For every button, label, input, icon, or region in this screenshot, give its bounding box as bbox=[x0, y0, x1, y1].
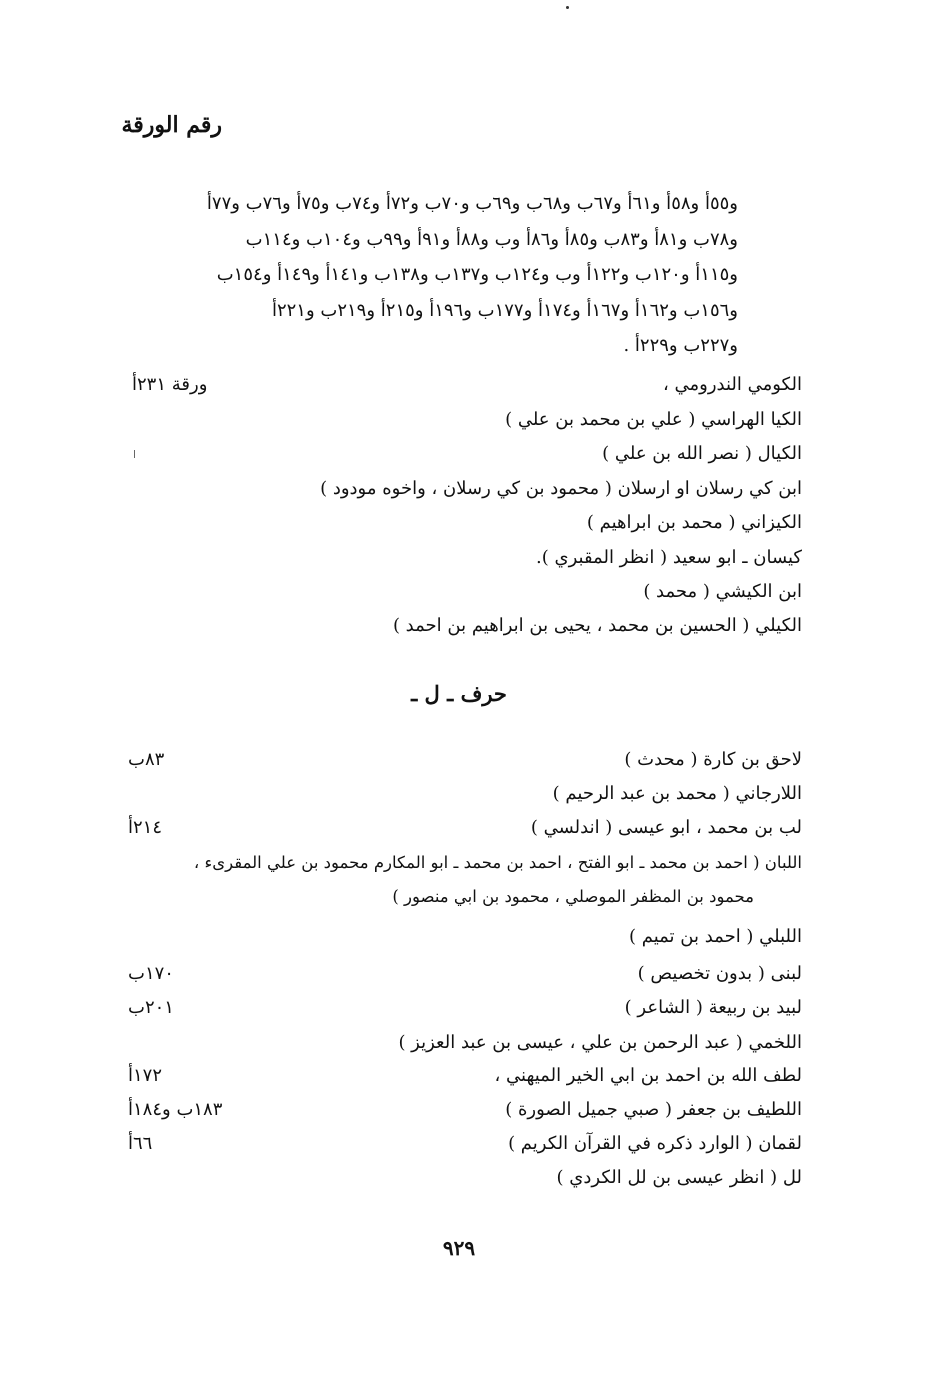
entry-name: ابن الكيشي ( محمد ) bbox=[643, 581, 802, 602]
paragraph-line: و٥٥أ و٥٨أ و٦١أ و٦٧ب و٦٨ب و٦٩ب و٧٠ب و٧٢أ و٧٤ب و٧٥أ و٧٦ب و٧٧أ bbox=[206, 193, 738, 214]
index-entry bbox=[0, 1065, 934, 1097]
index-entry bbox=[0, 926, 934, 958]
entry-name: اللبلي ( احمد بن تميم ) bbox=[628, 926, 802, 947]
index-entry bbox=[0, 853, 934, 885]
entry-name: لقمان ( الوارد ذكره في القرآن الكريم ) bbox=[508, 1133, 802, 1154]
index-entry bbox=[0, 478, 934, 510]
folio-ref: ٢١٤أ bbox=[128, 817, 163, 838]
folio-ref: ٢٠١ب bbox=[128, 997, 174, 1018]
entry-name: الكيال ( نصر الله بن علي ) bbox=[602, 443, 802, 464]
index-entry bbox=[0, 963, 934, 995]
section-heading bbox=[0, 681, 934, 706]
page-number bbox=[0, 1236, 934, 1260]
paragraph-line: و١٥٦ب و١٦٢أ و١٦٧أ و١٧٤أ و١٧٧ب و١٩٦أ و٢١٥أ و٢١٩ب و٢٢١أ bbox=[271, 299, 738, 321]
entry-name: اللخمي ( عبد الرحمن بن علي ، عيسى بن عبد العزيز ) bbox=[398, 1032, 802, 1053]
index-entry-continuation bbox=[0, 887, 934, 919]
paragraph-line: و٧٨ب و٨١أ و٨٣ب و٨٥أ و٨٦أ وب و٨٨أ و٩١أ و٩٩ب و١٠٤ب و١١٤ب bbox=[245, 228, 738, 250]
page-number-text: ٩٢٩ bbox=[442, 1236, 476, 1260]
index-entry bbox=[0, 374, 934, 406]
folio-ref: ١٨٣ب و١٨٤أ bbox=[128, 1099, 223, 1120]
entry-name: لبنى ( بدون تخصيص ) bbox=[637, 963, 802, 984]
index-entry bbox=[0, 1133, 934, 1165]
folio-references-paragraph bbox=[126, 186, 738, 364]
entry-name: ابن كي رسلان او ارسلان ( محمود بن كي رسلان ، واخوه مودود ) bbox=[320, 478, 802, 499]
paragraph-line: و١١٥أ و١٢٠ب و١٢٢أ وب و١٢٤ب و١٣٧ب و١٣٨ب و١٤١أ و١٤٩أ و١٥٤ب bbox=[216, 264, 738, 285]
section-heading-text: حرف ـ ل ـ bbox=[411, 681, 507, 706]
entry-name: الكيا الهراسي ( علي بن محمد بن علي ) bbox=[505, 409, 802, 430]
folio-ref: ١٧٠ب bbox=[128, 963, 174, 984]
folio-ref: ١٧٢أ bbox=[128, 1065, 163, 1086]
index-entry bbox=[0, 749, 934, 781]
index-entry bbox=[0, 817, 934, 849]
index-entry bbox=[0, 1099, 934, 1131]
folio-ref: ورقة ٢٣١أ bbox=[132, 374, 208, 395]
entry-name: كيسان ـ ابو سعيد ( انظر المقبري ). bbox=[536, 547, 802, 568]
entry-name: لطف الله بن احمد بن ابي الخير الميهني ، bbox=[494, 1065, 802, 1086]
entry-name: اللطيف بن جعفر ( صبي جميل الصورة ) bbox=[505, 1099, 802, 1120]
entry-name: الكيزاني ( محمد بن ابراهيم ) bbox=[586, 512, 802, 533]
index-entry bbox=[0, 1167, 934, 1199]
entry-name: محمود بن المظفر الموصلي ، محمود بن ابي منصور ) bbox=[392, 887, 754, 906]
index-entry bbox=[0, 997, 934, 1029]
entry-name: اللبان ( احمد بن محمد ـ ابو الفتح ، احمد بن محمد ـ ابو المكارم محمود بن علي المقرىء ، bbox=[193, 853, 802, 872]
paragraph-line: و٢٢٧ب و٢٢٩أ . bbox=[623, 335, 738, 356]
entry-name: لبيد بن ربيعة ( الشاعر ) bbox=[624, 997, 802, 1018]
entry-name: اللارجاني ( محمد بن عبد الرحيم ) bbox=[552, 783, 802, 804]
entry-name: لل ( انظر عيسى بن لل الكردي ) bbox=[556, 1167, 802, 1188]
index-entry bbox=[0, 1032, 934, 1064]
folio-ref: ٨٣ب bbox=[128, 749, 165, 770]
column-header-label: رقم الورقة bbox=[121, 112, 222, 138]
index-entry bbox=[0, 409, 934, 441]
entry-name: الكيلي ( الحسين بن محمد ، يحيى بن ابراهيم بن احمد ) bbox=[392, 615, 802, 636]
folio-ref: ٦٦أ bbox=[128, 1133, 153, 1154]
entry-name: لب بن محمد ، ابو عيسى ( اندلسي ) bbox=[530, 817, 802, 838]
index-entry bbox=[0, 512, 934, 544]
index-entry bbox=[0, 581, 934, 613]
entry-name: الكومي الندرومي ، bbox=[662, 374, 802, 395]
index-entry bbox=[0, 443, 934, 475]
entry-name: لاحق بن كارة ( محدث ) bbox=[624, 749, 802, 770]
index-entry bbox=[0, 615, 934, 647]
page-speck bbox=[566, 6, 569, 9]
index-entry bbox=[0, 783, 934, 815]
index-entry bbox=[0, 547, 934, 579]
